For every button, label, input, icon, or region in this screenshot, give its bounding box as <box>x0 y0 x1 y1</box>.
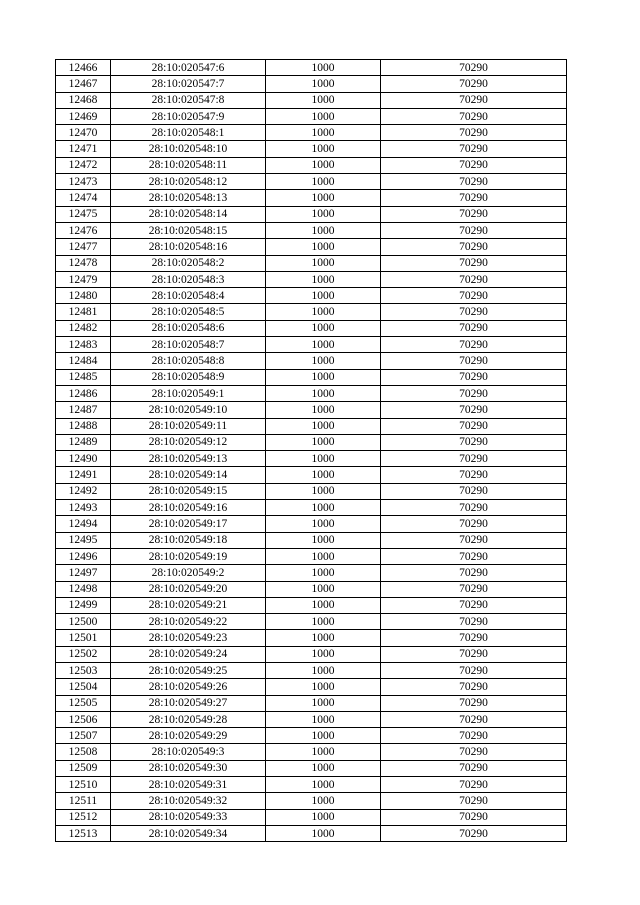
value-cell: 70290 <box>381 60 567 76</box>
row-number-cell: 12506 <box>56 711 111 727</box>
table-row <box>56 825 567 841</box>
cadastral-number-cell: 28:10:020549:22 <box>111 614 266 630</box>
table-row <box>56 809 567 825</box>
value-cell: 70290 <box>381 760 567 776</box>
cadastral-number-cell: 28:10:020549:13 <box>111 451 266 467</box>
table-row <box>56 190 567 206</box>
area-cell: 1000 <box>266 597 381 613</box>
area-cell: 1000 <box>266 548 381 564</box>
row-number-cell: 12473 <box>56 174 111 190</box>
table-row <box>56 108 567 124</box>
cadastral-number-cell: 28:10:020549:2 <box>111 565 266 581</box>
area-cell: 1000 <box>266 483 381 499</box>
row-number-cell: 12486 <box>56 385 111 401</box>
table-row <box>56 532 567 548</box>
table-row <box>56 728 567 744</box>
value-cell: 70290 <box>381 271 567 287</box>
row-number-cell: 12477 <box>56 239 111 255</box>
table-row <box>56 255 567 271</box>
row-number-cell: 12480 <box>56 288 111 304</box>
table-row <box>56 565 567 581</box>
area-cell: 1000 <box>266 500 381 516</box>
cadastral-number-cell: 28:10:020548:11 <box>111 157 266 173</box>
value-cell: 70290 <box>381 630 567 646</box>
table-row <box>56 679 567 695</box>
table-row <box>56 337 567 353</box>
table-row <box>56 125 567 141</box>
table-row <box>56 760 567 776</box>
table-row <box>56 222 567 238</box>
cadastral-number-cell: 28:10:020549:24 <box>111 646 266 662</box>
cadastral-number-cell: 28:10:020548:8 <box>111 353 266 369</box>
table-row <box>56 206 567 222</box>
area-cell: 1000 <box>266 125 381 141</box>
cadastral-number-cell: 28:10:020549:33 <box>111 809 266 825</box>
value-cell: 70290 <box>381 646 567 662</box>
row-number-cell: 12507 <box>56 728 111 744</box>
area-cell: 1000 <box>266 581 381 597</box>
cadastral-number-cell: 28:10:020548:10 <box>111 141 266 157</box>
area-cell: 1000 <box>266 385 381 401</box>
value-cell: 70290 <box>381 92 567 108</box>
area-cell: 1000 <box>266 434 381 450</box>
value-cell: 70290 <box>381 353 567 369</box>
cadastral-number-cell: 28:10:020549:28 <box>111 711 266 727</box>
row-number-cell: 12479 <box>56 271 111 287</box>
area-cell: 1000 <box>266 157 381 173</box>
table-row <box>56 385 567 401</box>
cadastral-number-cell: 28:10:020549:30 <box>111 760 266 776</box>
row-number-cell: 12490 <box>56 451 111 467</box>
table-row <box>56 548 567 564</box>
area-cell: 1000 <box>266 108 381 124</box>
area-cell: 1000 <box>266 418 381 434</box>
area-cell: 1000 <box>266 467 381 483</box>
value-cell: 70290 <box>381 728 567 744</box>
row-number-cell: 12467 <box>56 76 111 92</box>
cadastral-number-cell: 28:10:020549:34 <box>111 825 266 841</box>
area-cell: 1000 <box>266 206 381 222</box>
area-cell: 1000 <box>266 532 381 548</box>
cadastral-number-cell: 28:10:020549:14 <box>111 467 266 483</box>
cadastral-number-cell: 28:10:020548:4 <box>111 288 266 304</box>
row-number-cell: 12494 <box>56 516 111 532</box>
row-number-cell: 12497 <box>56 565 111 581</box>
area-cell: 1000 <box>266 402 381 418</box>
cadastral-number-cell: 28:10:020548:3 <box>111 271 266 287</box>
table-row <box>56 369 567 385</box>
row-number-cell: 12498 <box>56 581 111 597</box>
cadastral-number-cell: 28:10:020549:19 <box>111 548 266 564</box>
value-cell: 70290 <box>381 402 567 418</box>
table-row <box>56 239 567 255</box>
table-row <box>56 500 567 516</box>
row-number-cell: 12500 <box>56 614 111 630</box>
row-number-cell: 12504 <box>56 679 111 695</box>
row-number-cell: 12503 <box>56 662 111 678</box>
value-cell: 70290 <box>381 157 567 173</box>
cadastral-number-cell: 28:10:020549:17 <box>111 516 266 532</box>
area-cell: 1000 <box>266 614 381 630</box>
value-cell: 70290 <box>381 239 567 255</box>
row-number-cell: 12495 <box>56 532 111 548</box>
area-cell: 1000 <box>266 92 381 108</box>
area-cell: 1000 <box>266 76 381 92</box>
row-number-cell: 12476 <box>56 222 111 238</box>
table-row <box>56 451 567 467</box>
cadastral-number-cell: 28:10:020548:13 <box>111 190 266 206</box>
value-cell: 70290 <box>381 744 567 760</box>
cadastral-number-cell: 28:10:020549:27 <box>111 695 266 711</box>
table-row <box>56 646 567 662</box>
row-number-cell: 12512 <box>56 809 111 825</box>
area-cell: 1000 <box>266 190 381 206</box>
row-number-cell: 12511 <box>56 793 111 809</box>
table-row <box>56 304 567 320</box>
table-row <box>56 174 567 190</box>
table-row <box>56 630 567 646</box>
area-cell: 1000 <box>266 353 381 369</box>
row-number-cell: 12509 <box>56 760 111 776</box>
row-number-cell: 12488 <box>56 418 111 434</box>
cadastral-number-cell: 28:10:020548:9 <box>111 369 266 385</box>
table-row <box>56 467 567 483</box>
value-cell: 70290 <box>381 793 567 809</box>
area-cell: 1000 <box>266 60 381 76</box>
area-cell: 1000 <box>266 825 381 841</box>
cadastral-number-cell: 28:10:020549:11 <box>111 418 266 434</box>
area-cell: 1000 <box>266 337 381 353</box>
row-number-cell: 12510 <box>56 777 111 793</box>
value-cell: 70290 <box>381 174 567 190</box>
table-row <box>56 695 567 711</box>
cadastral-number-cell: 28:10:020549:18 <box>111 532 266 548</box>
row-number-cell: 12469 <box>56 108 111 124</box>
value-cell: 70290 <box>381 597 567 613</box>
table-row <box>56 288 567 304</box>
row-number-cell: 12485 <box>56 369 111 385</box>
row-number-cell: 12468 <box>56 92 111 108</box>
cadastral-number-cell: 28:10:020547:9 <box>111 108 266 124</box>
row-number-cell: 12470 <box>56 125 111 141</box>
area-cell: 1000 <box>266 288 381 304</box>
value-cell: 70290 <box>381 369 567 385</box>
value-cell: 70290 <box>381 222 567 238</box>
area-cell: 1000 <box>266 679 381 695</box>
table-row <box>56 662 567 678</box>
cadastral-number-cell: 28:10:020548:7 <box>111 337 266 353</box>
row-number-cell: 12493 <box>56 500 111 516</box>
row-number-cell: 12513 <box>56 825 111 841</box>
cadastral-number-cell: 28:10:020548:16 <box>111 239 266 255</box>
row-number-cell: 12482 <box>56 320 111 336</box>
table-row <box>56 418 567 434</box>
cadastral-number-cell: 28:10:020548:15 <box>111 222 266 238</box>
table-row <box>56 141 567 157</box>
area-cell: 1000 <box>266 516 381 532</box>
table-row <box>56 483 567 499</box>
row-number-cell: 12474 <box>56 190 111 206</box>
cadastral-number-cell: 28:10:020549:23 <box>111 630 266 646</box>
cadastral-number-cell: 28:10:020547:7 <box>111 76 266 92</box>
area-cell: 1000 <box>266 711 381 727</box>
value-cell: 70290 <box>381 320 567 336</box>
table-body <box>56 60 567 842</box>
cadastral-table <box>55 59 567 842</box>
table-row <box>56 793 567 809</box>
value-cell: 70290 <box>381 500 567 516</box>
value-cell: 70290 <box>381 809 567 825</box>
row-number-cell: 12487 <box>56 402 111 418</box>
cadastral-number-cell: 28:10:020548:1 <box>111 125 266 141</box>
value-cell: 70290 <box>381 777 567 793</box>
cadastral-number-cell: 28:10:020549:31 <box>111 777 266 793</box>
area-cell: 1000 <box>266 630 381 646</box>
table-row <box>56 516 567 532</box>
table-row <box>56 402 567 418</box>
table-row <box>56 60 567 76</box>
table-row <box>56 434 567 450</box>
row-number-cell: 12502 <box>56 646 111 662</box>
value-cell: 70290 <box>381 614 567 630</box>
row-number-cell: 12499 <box>56 597 111 613</box>
area-cell: 1000 <box>266 793 381 809</box>
cadastral-number-cell: 28:10:020548:5 <box>111 304 266 320</box>
area-cell: 1000 <box>266 174 381 190</box>
table-row <box>56 353 567 369</box>
cadastral-number-cell: 28:10:020548:6 <box>111 320 266 336</box>
area-cell: 1000 <box>266 744 381 760</box>
area-cell: 1000 <box>266 304 381 320</box>
value-cell: 70290 <box>381 385 567 401</box>
value-cell: 70290 <box>381 304 567 320</box>
row-number-cell: 12483 <box>56 337 111 353</box>
value-cell: 70290 <box>381 108 567 124</box>
cadastral-number-cell: 28:10:020549:10 <box>111 402 266 418</box>
cadastral-number-cell: 28:10:020549:16 <box>111 500 266 516</box>
value-cell: 70290 <box>381 255 567 271</box>
cadastral-number-cell: 28:10:020549:12 <box>111 434 266 450</box>
row-number-cell: 12471 <box>56 141 111 157</box>
table-row <box>56 777 567 793</box>
table-row <box>56 92 567 108</box>
cadastral-number-cell: 28:10:020549:26 <box>111 679 266 695</box>
cadastral-number-cell: 28:10:020548:2 <box>111 255 266 271</box>
value-cell: 70290 <box>381 581 567 597</box>
cadastral-number-cell: 28:10:020549:15 <box>111 483 266 499</box>
value-cell: 70290 <box>381 451 567 467</box>
value-cell: 70290 <box>381 125 567 141</box>
value-cell: 70290 <box>381 565 567 581</box>
value-cell: 70290 <box>381 337 567 353</box>
area-cell: 1000 <box>266 271 381 287</box>
cadastral-number-cell: 28:10:020547:8 <box>111 92 266 108</box>
value-cell: 70290 <box>381 190 567 206</box>
table-row <box>56 320 567 336</box>
table-row <box>56 581 567 597</box>
value-cell: 70290 <box>381 662 567 678</box>
cadastral-number-cell: 28:10:020549:29 <box>111 728 266 744</box>
row-number-cell: 12484 <box>56 353 111 369</box>
value-cell: 70290 <box>381 288 567 304</box>
table-row <box>56 614 567 630</box>
row-number-cell: 12496 <box>56 548 111 564</box>
area-cell: 1000 <box>266 320 381 336</box>
area-cell: 1000 <box>266 646 381 662</box>
row-number-cell: 12492 <box>56 483 111 499</box>
cadastral-number-cell: 28:10:020549:1 <box>111 385 266 401</box>
value-cell: 70290 <box>381 206 567 222</box>
cadastral-number-cell: 28:10:020549:3 <box>111 744 266 760</box>
value-cell: 70290 <box>381 76 567 92</box>
cadastral-number-cell: 28:10:020548:14 <box>111 206 266 222</box>
area-cell: 1000 <box>266 222 381 238</box>
row-number-cell: 12466 <box>56 60 111 76</box>
area-cell: 1000 <box>266 565 381 581</box>
row-number-cell: 12481 <box>56 304 111 320</box>
cadastral-number-cell: 28:10:020547:6 <box>111 60 266 76</box>
table-row <box>56 597 567 613</box>
table-row <box>56 157 567 173</box>
value-cell: 70290 <box>381 141 567 157</box>
cadastral-number-cell: 28:10:020549:20 <box>111 581 266 597</box>
value-cell: 70290 <box>381 532 567 548</box>
area-cell: 1000 <box>266 451 381 467</box>
value-cell: 70290 <box>381 548 567 564</box>
value-cell: 70290 <box>381 695 567 711</box>
cadastral-number-cell: 28:10:020549:21 <box>111 597 266 613</box>
row-number-cell: 12472 <box>56 157 111 173</box>
area-cell: 1000 <box>266 728 381 744</box>
area-cell: 1000 <box>266 662 381 678</box>
row-number-cell: 12501 <box>56 630 111 646</box>
value-cell: 70290 <box>381 516 567 532</box>
cadastral-number-cell: 28:10:020549:25 <box>111 662 266 678</box>
area-cell: 1000 <box>266 255 381 271</box>
row-number-cell: 12508 <box>56 744 111 760</box>
row-number-cell: 12505 <box>56 695 111 711</box>
table-row <box>56 744 567 760</box>
value-cell: 70290 <box>381 434 567 450</box>
value-cell: 70290 <box>381 467 567 483</box>
area-cell: 1000 <box>266 369 381 385</box>
value-cell: 70290 <box>381 679 567 695</box>
table-row <box>56 271 567 287</box>
area-cell: 1000 <box>266 695 381 711</box>
row-number-cell: 12491 <box>56 467 111 483</box>
area-cell: 1000 <box>266 760 381 776</box>
value-cell: 70290 <box>381 825 567 841</box>
value-cell: 70290 <box>381 418 567 434</box>
area-cell: 1000 <box>266 141 381 157</box>
row-number-cell: 12475 <box>56 206 111 222</box>
cadastral-number-cell: 28:10:020548:12 <box>111 174 266 190</box>
area-cell: 1000 <box>266 777 381 793</box>
value-cell: 70290 <box>381 711 567 727</box>
row-number-cell: 12478 <box>56 255 111 271</box>
row-number-cell: 12489 <box>56 434 111 450</box>
table-row <box>56 711 567 727</box>
table-row <box>56 76 567 92</box>
area-cell: 1000 <box>266 239 381 255</box>
cadastral-number-cell: 28:10:020549:32 <box>111 793 266 809</box>
area-cell: 1000 <box>266 809 381 825</box>
value-cell: 70290 <box>381 483 567 499</box>
